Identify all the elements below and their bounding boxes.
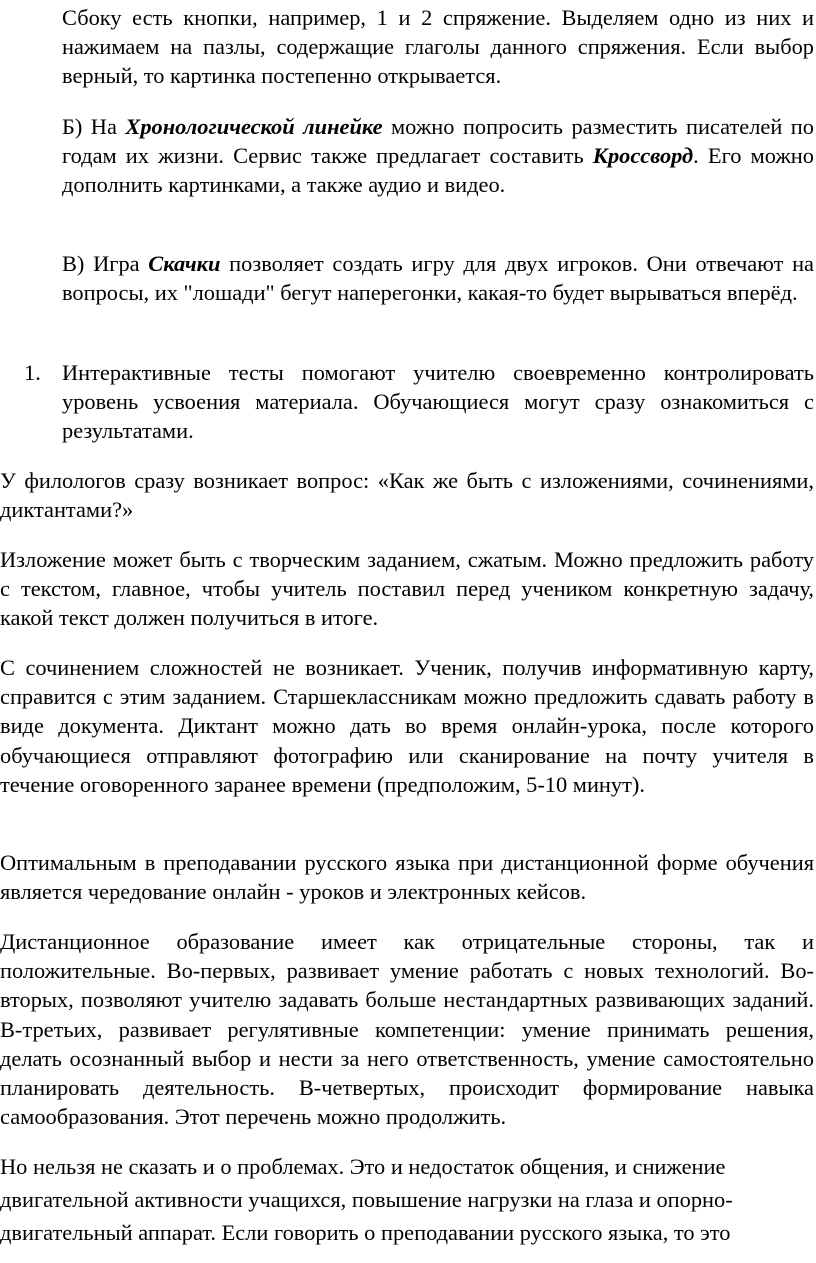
paragraph-text: Дистанционное образование имеет как отрицательные стороны, так и положительные. Во-первых, развивает умение работать с новых технологий. Во-вторых, позволяют учителю задавать больше нестандартных развивающих заданий. В-третьих, развивает регулятивные компетенции: умение принимать решения, делать осознанный выбор и нести за него ответственность, умение самостоятельно планировать деятельность. В-четвертых, происходит формирование навыка самообразования. Этот перечень можно продолжить. <box>0 929 814 1130</box>
paragraph-optimal-teaching <box>0 848 814 906</box>
paragraph-puzzle-buttons <box>62 3 814 91</box>
paragraph-horse-race <box>62 249 814 307</box>
paragraph-prefix: Б) На <box>62 114 126 139</box>
term-horse-race: Скачки <box>148 251 221 276</box>
paragraph-text: Изложение может быть с творческим заданием, сжатым. Можно предложить работу с текстом, главное, чтобы учитель поставил перед учеником конкретную задачу, какой текст должен получиться в итоге. <box>0 547 814 631</box>
paragraph-distance-education <box>0 927 814 1131</box>
paragraph-composition <box>0 653 814 799</box>
paragraph-text: Но нельзя не сказать и о проблемах. Это и недостаток общения, и снижение двигательной активности учащихся, повышение нагрузки на глаза и опорно-двигательный аппарат. Если говорить о преподавании русского языка, то это <box>0 1154 733 1245</box>
term-timeline: Хронологической линейке <box>125 114 383 139</box>
paragraph-problems <box>0 1150 816 1249</box>
paragraph-prefix: В) Игра <box>62 251 149 276</box>
paragraph-philologists-question <box>0 466 814 524</box>
paragraph-summary-writing <box>0 545 814 633</box>
paragraph-text: Сбоку есть кнопки, например, 1 и 2 спряжение. Выделяем одно из них и нажимаем на пазлы, содержащие глаголы данного спряжения. Если выбор верный, то картинка постепенно открывается. <box>62 5 814 89</box>
paragraph-suffix: . Его можно дополнить картинками, а также аудио и видео. <box>62 143 814 198</box>
list-item-text: Интерактивные тесты помогают учителю своевременно контролировать уровень усвоения материала. Обучающиеся могут сразу ознакомиться с результатами. <box>62 360 814 444</box>
paragraph-text: С сочинением сложностей не возникает. Ученик, получив информативную карту, справится с этим заданием. Старшеклассникам можно предложить сдавать работу в виде документа. Диктант можно дать во время онлайн-урока, после которого обучающиеся отправляют фотографию или сканирование на почту учителя в течение оговоренного заранее времени (предположим, 5-10 минут). <box>0 655 814 797</box>
paragraph-timeline <box>62 112 814 200</box>
paragraph-text: У филологов сразу возникает вопрос: «Как же быть с изложениями, сочинениями, диктантами?» <box>0 468 814 523</box>
paragraph-text: Оптимальным в преподавании русского языка при дистанционной форме обучения является чередование онлайн - уроков и электронных кейсов. <box>0 850 814 905</box>
list-item-interactive-tests <box>62 358 814 446</box>
list-number: 1. <box>24 360 41 385</box>
term-crossword: Кроссворд <box>592 143 694 169</box>
paragraph-suffix: позволяет создать игру для двух игроков. Они отвечают на вопросы, их "лошади" бегут наперегонки, какая-то будет вырываться вперёд. <box>62 251 814 306</box>
paragraph-middle: можно попросить разместить писателей по годам их жизни. Сервис также предлагает составить <box>62 114 814 169</box>
